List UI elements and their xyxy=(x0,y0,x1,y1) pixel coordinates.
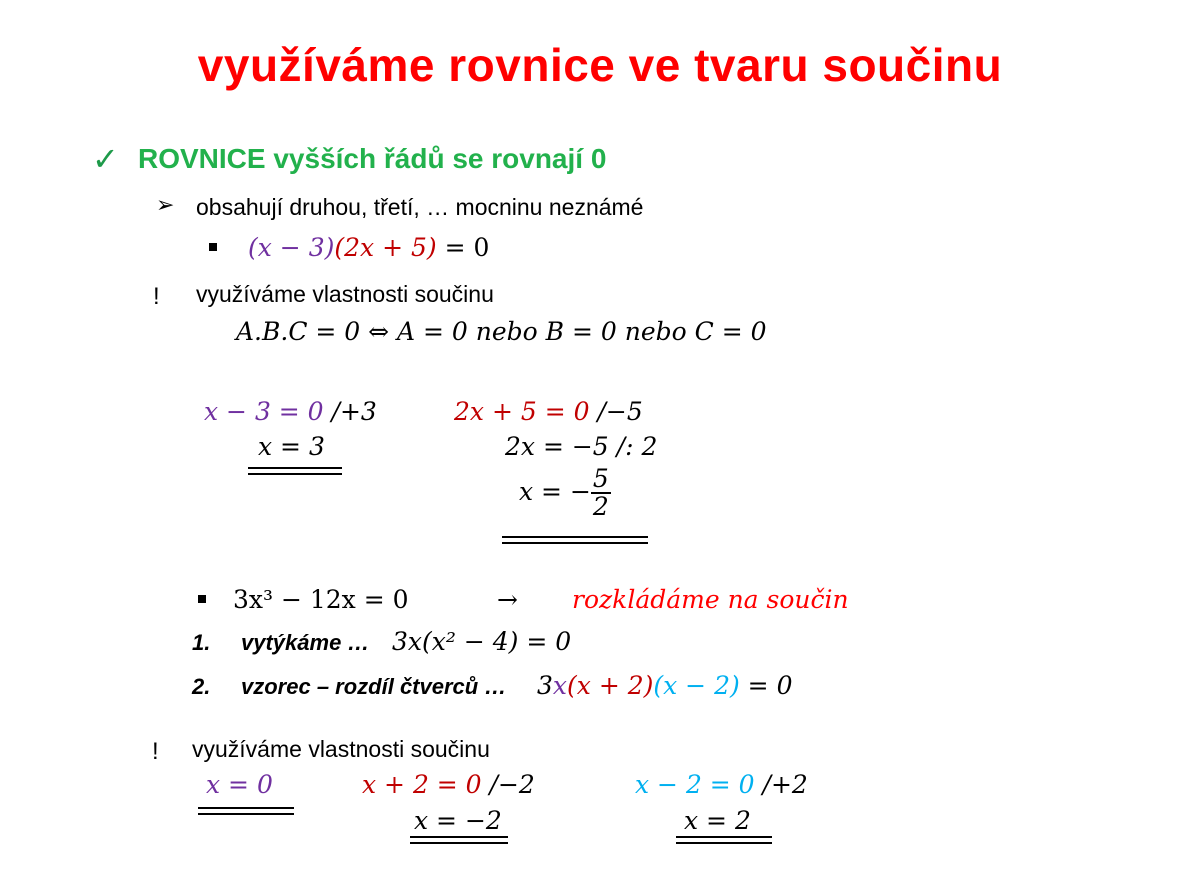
solution5-eq: x − 2 = 0 xyxy=(635,770,755,799)
solution2-equation xyxy=(454,397,643,426)
solution3-result: x = 0 xyxy=(206,770,273,799)
step1-number: 1. xyxy=(192,630,211,655)
solution1-result: x = 3 xyxy=(258,432,325,461)
square-bullet-icon xyxy=(198,595,206,603)
square-bullet-icon xyxy=(209,243,217,251)
example2-note: rozkládáme na součin xyxy=(572,585,849,614)
solution4-equation xyxy=(362,770,535,799)
step2-x: x xyxy=(552,671,568,700)
solution4-op: /−2 xyxy=(481,770,535,799)
double-underline xyxy=(502,536,648,544)
solution1-eq: x − 3 = 0 xyxy=(204,397,324,426)
step2-expression xyxy=(537,671,792,700)
step2-rhs: = 0 xyxy=(739,671,793,700)
step2-factor2: (x − 2) xyxy=(653,671,740,700)
solution2-eq: 2x + 5 = 0 xyxy=(454,397,590,426)
property-formula: A.B.C = 0 ⇔ A = 0 nebo B = 0 nebo C = 0 xyxy=(236,317,767,346)
solution2-result-lhs: x = − xyxy=(519,476,591,506)
arrow-right-icon: → xyxy=(497,585,518,614)
example1-factor2: (2x + 5) xyxy=(334,233,437,262)
example1-factor1: (x − 3) xyxy=(248,233,335,262)
fraction xyxy=(591,466,611,521)
double-underline xyxy=(248,467,342,475)
example1-rhs: = 0 xyxy=(436,233,490,262)
section-heading: ROVNICE vyšších řádů se rovnají 0 xyxy=(138,143,607,174)
solution4-result: x = −2 xyxy=(414,806,502,835)
subpoint-text: obsahují druhou, třetí, … mocninu neznámé xyxy=(196,194,644,220)
double-underline xyxy=(676,836,772,844)
step2-label: vzorec – rozdíl čtverců … xyxy=(241,674,507,699)
example1-equation xyxy=(248,233,489,262)
fraction-denominator: 2 xyxy=(592,492,609,522)
solution2-op: /−5 xyxy=(589,397,643,426)
solution2-step: 2x = −5 /: 2 xyxy=(505,432,658,461)
step1-label: vytýkáme … xyxy=(241,630,370,655)
fraction-numerator: 5 xyxy=(592,464,609,493)
page-title: využíváme rovnice ve tvaru součinu xyxy=(197,39,1003,91)
solution2-result xyxy=(519,466,611,521)
solution5-equation xyxy=(635,770,808,799)
solution1-op: /+3 xyxy=(323,397,377,426)
exclamation-mark: ! xyxy=(152,738,159,765)
solution4-eq: x + 2 = 0 xyxy=(362,770,482,799)
double-underline xyxy=(410,836,508,844)
exclamation-mark: ! xyxy=(153,283,160,310)
step2-factor1: (x + 2) xyxy=(567,671,654,700)
solution5-result: x = 2 xyxy=(684,806,751,835)
example2-equation: 3x³ − 12x = 0 xyxy=(233,585,409,614)
solution1-equation xyxy=(204,397,377,426)
solution5-op: /+2 xyxy=(754,770,808,799)
step2-coefficient: 3 xyxy=(537,671,553,700)
property-text: využíváme vlastnosti součinu xyxy=(192,736,490,762)
property-text: využíváme vlastnosti součinu xyxy=(196,281,494,307)
double-underline xyxy=(198,807,294,815)
check-icon: ✓ xyxy=(92,140,119,178)
step1-expression: 3x(x² − 4) = 0 xyxy=(392,627,572,656)
step2-number: 2. xyxy=(192,674,211,699)
arrow-bullet-icon: ➢ xyxy=(156,193,175,218)
